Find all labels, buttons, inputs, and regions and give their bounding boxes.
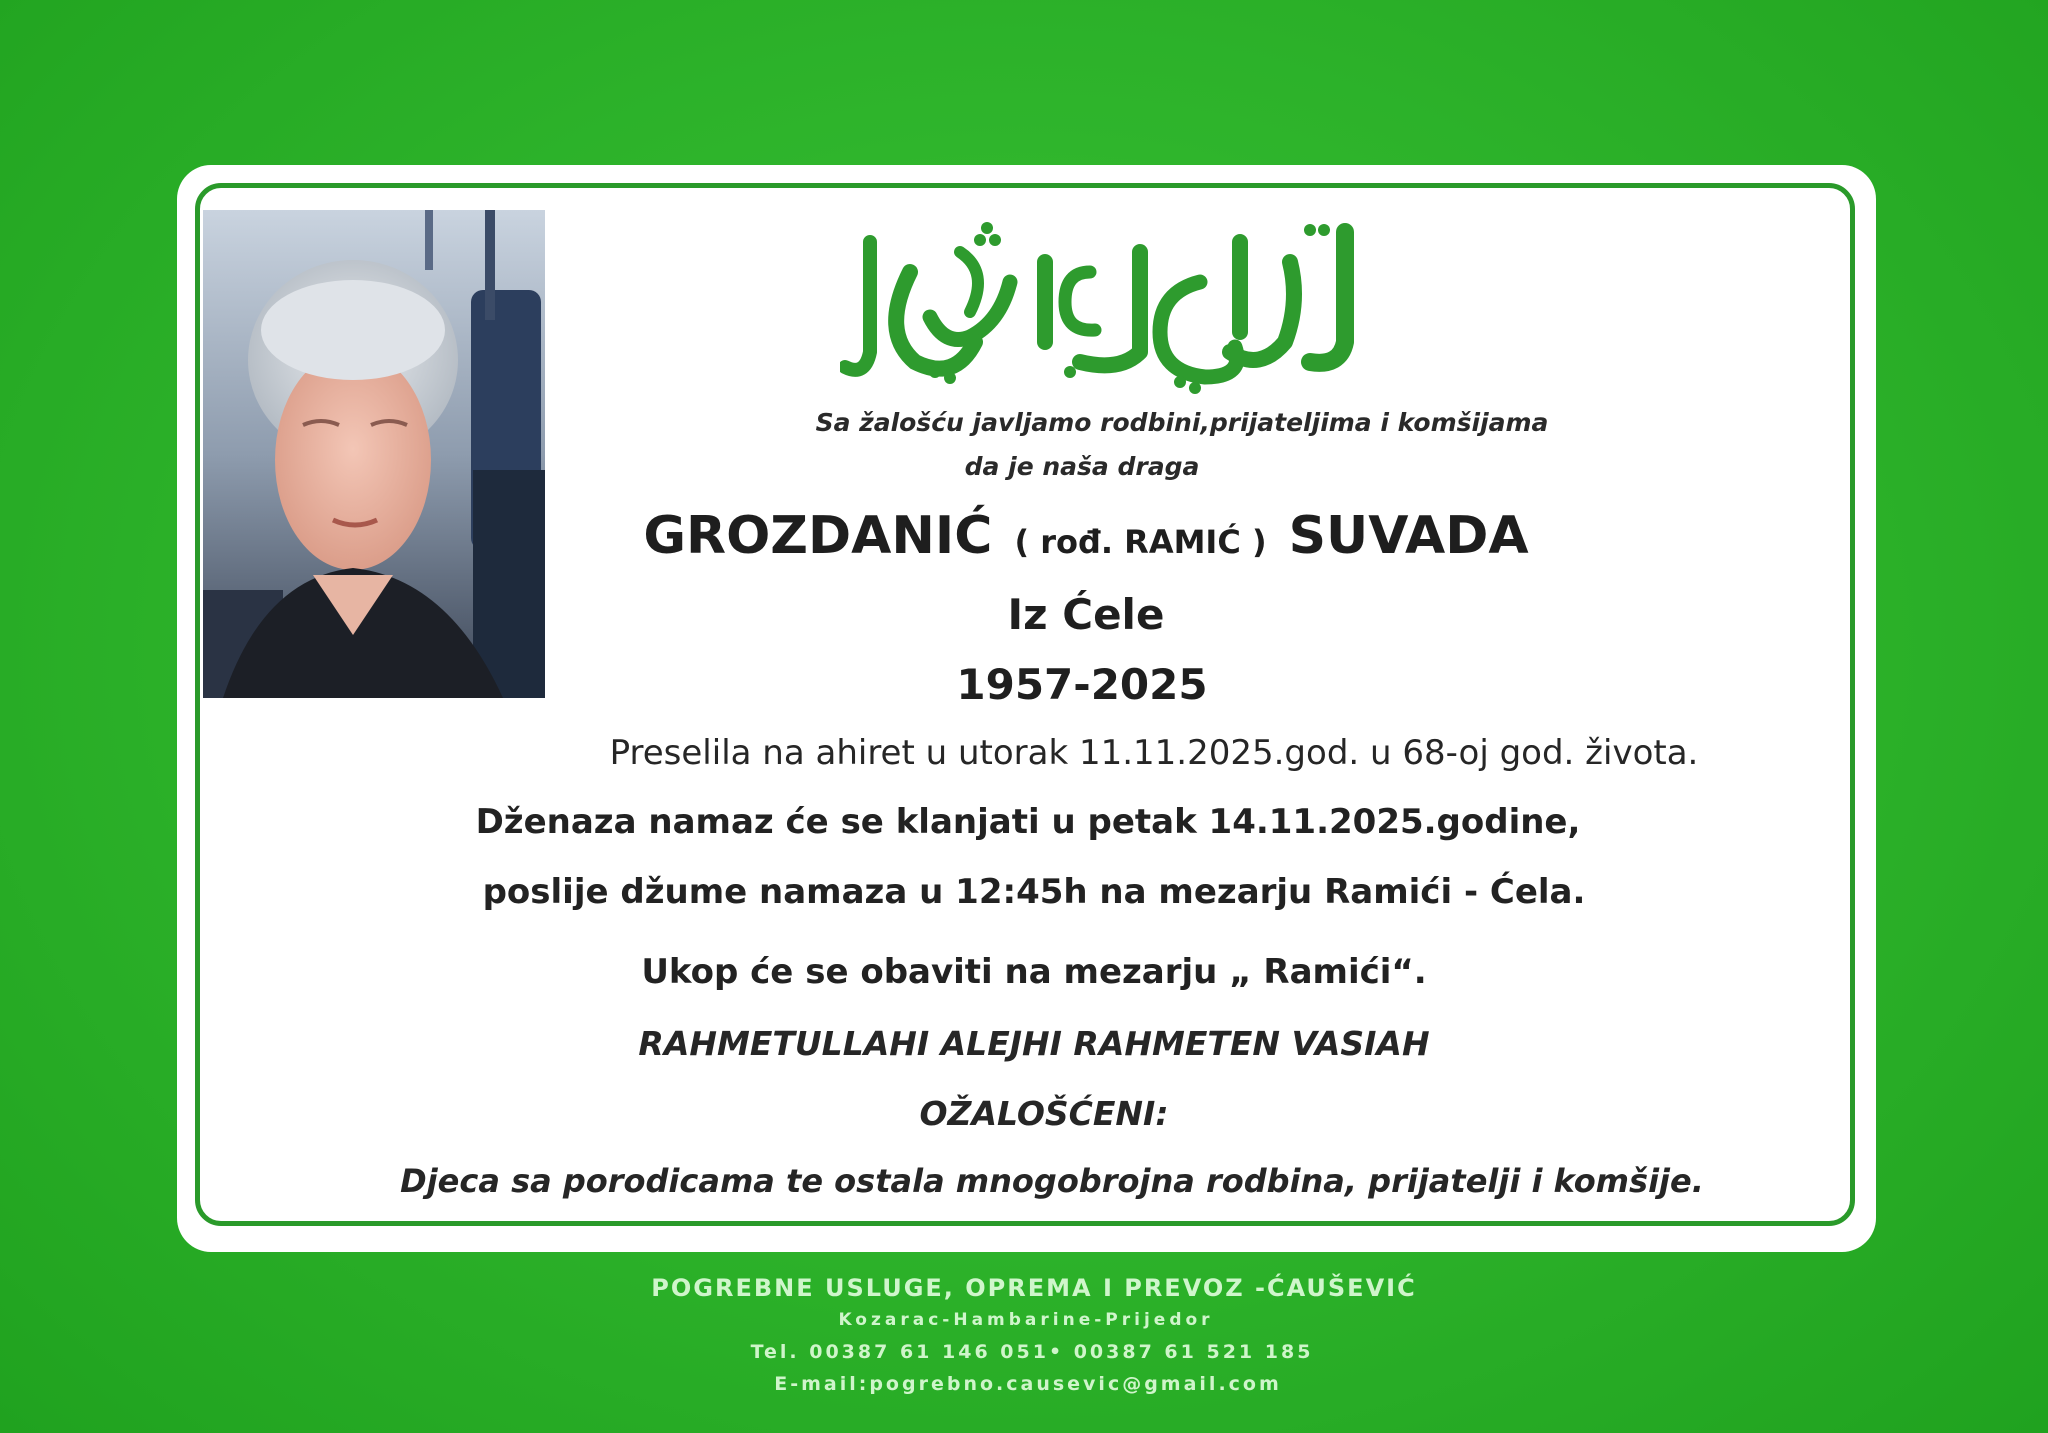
footer-email: E-mail:pogrebno.causevic@gmail.com: [774, 1373, 1282, 1395]
surname: GROZDANIĆ: [643, 506, 993, 566]
footer-location: Kozarac-Hambarine-Prijedor: [838, 1310, 1214, 1330]
deceased-name: [62, 506, 2048, 566]
life-years: 1957-2025: [956, 660, 1208, 709]
first-name: SUVADA: [1288, 506, 1529, 566]
dzenaza-line-2: poslije džume namaza u 12:45h na mezarju Ramići - Ćela.: [482, 872, 1586, 912]
mourners-text: Djeca sa porodicama te ostala mnogobrojna rodbina, prijatelji i komšije.: [400, 1162, 1704, 1200]
intro-line-2: da je naša draga: [964, 452, 1200, 481]
arabic-calligraphy-header: [840, 222, 1370, 402]
calligraphy-text: ارتحل الى رحمة الله: [1100, 397, 1110, 398]
calligraphy-image: [840, 222, 1370, 402]
prayer-line: RAHMETULLAHI ALEJHI RAHMETEN VASIAH: [638, 1024, 1430, 1063]
mourners-label: OŽALOŠĆENI:: [919, 1094, 1169, 1133]
origin: Iz Ćele: [1007, 590, 1165, 639]
intro-line-1: Sa žalošću javljamo rodbini,prijateljima i komšijama: [815, 408, 1549, 437]
footer-phone: Tel. 00387 61 146 051• 00387 61 521 185: [750, 1341, 1314, 1363]
dzenaza-line-1: Dženaza namaz će se klanjati u petak 14.11.2025.godine,: [475, 802, 1581, 842]
footer-company: POGREBNE USLUGE, OPREMA I PREVOZ -ĆAUŠEVIĆ: [651, 1274, 1417, 1302]
maiden-name: ( rođ. RAMIĆ ): [1014, 523, 1267, 561]
death-line: Preselila na ahiret u utorak 11.11.2025.god. u 68-oj god. života.: [609, 733, 1699, 773]
burial-line: Ukop će se obaviti na mezarju „ Ramići“.: [641, 952, 1427, 992]
